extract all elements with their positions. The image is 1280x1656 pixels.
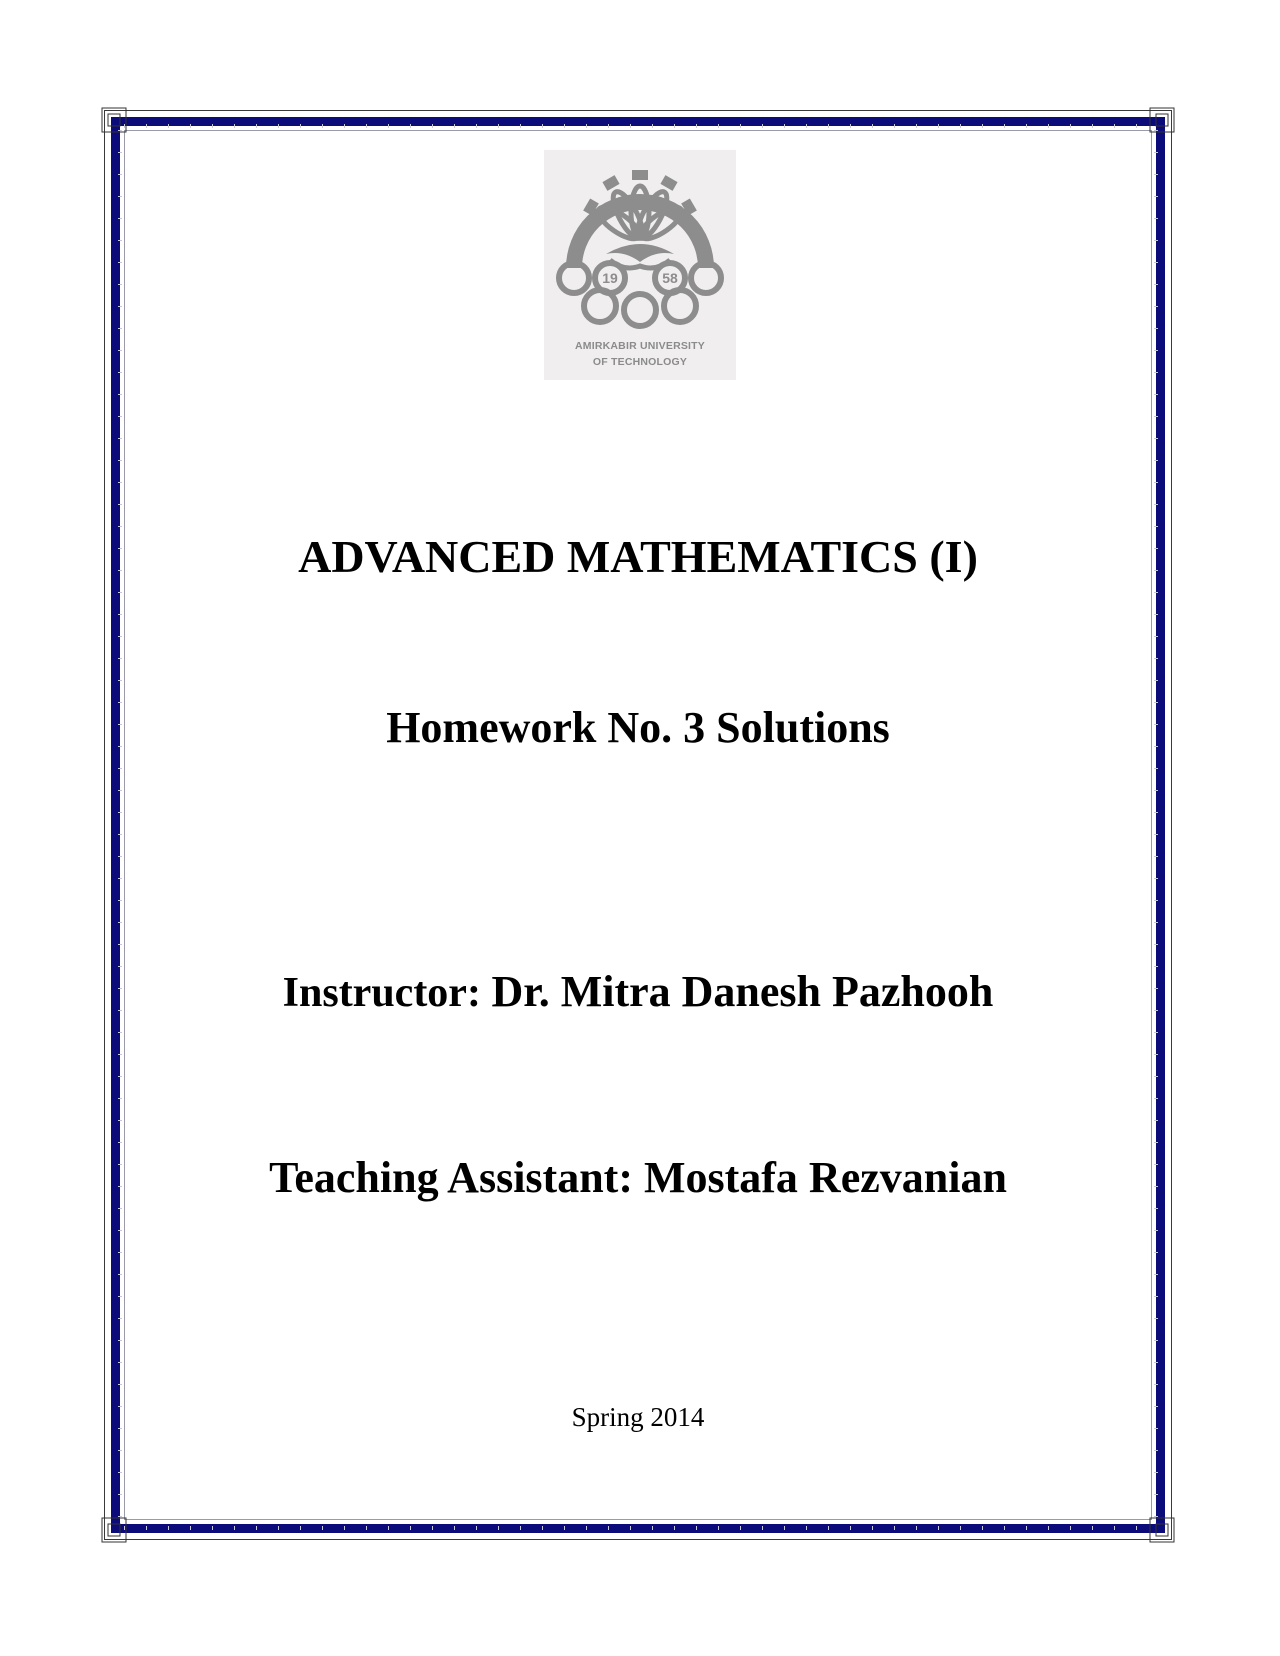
university-emblem-icon bbox=[544, 150, 736, 330]
logo-year-left: 19 bbox=[602, 270, 618, 286]
logo-caption-line2: OF TECHNOLOGY bbox=[592, 356, 688, 368]
corner-ornament-bottom-left bbox=[100, 1516, 128, 1544]
corner-ornament-bottom-right bbox=[1148, 1516, 1176, 1544]
homework-title: Homework No. 3 Solutions bbox=[386, 703, 890, 752]
logo-year-right: 58 bbox=[662, 270, 678, 286]
term-date: Spring 2014 bbox=[571, 1402, 705, 1432]
university-logo bbox=[544, 150, 736, 380]
assistant-label: Teaching Assistant: bbox=[269, 1153, 644, 1202]
corner-ornament-top-right bbox=[1148, 106, 1176, 134]
assistant-line bbox=[124, 1152, 1152, 1203]
instructor-label: Instructor: bbox=[282, 970, 492, 1016]
assistant-name: Mostafa Rezvanian bbox=[643, 1153, 1007, 1202]
instructor-line bbox=[124, 966, 1152, 1017]
instructor-name: Dr. Mitra Danesh Pazhooh bbox=[491, 967, 994, 1016]
corner-ornament-top-left bbox=[100, 106, 128, 134]
border-ticks-top bbox=[124, 124, 1152, 128]
course-title: ADVANCED MATHEMATICS (I) bbox=[298, 531, 978, 582]
border-ticks-left bbox=[118, 130, 122, 1520]
border-ticks-bottom bbox=[124, 1526, 1152, 1530]
logo-caption-line1: AMIRKABIR UNIVERSITY bbox=[574, 340, 705, 352]
border-ticks-right bbox=[1154, 130, 1158, 1520]
